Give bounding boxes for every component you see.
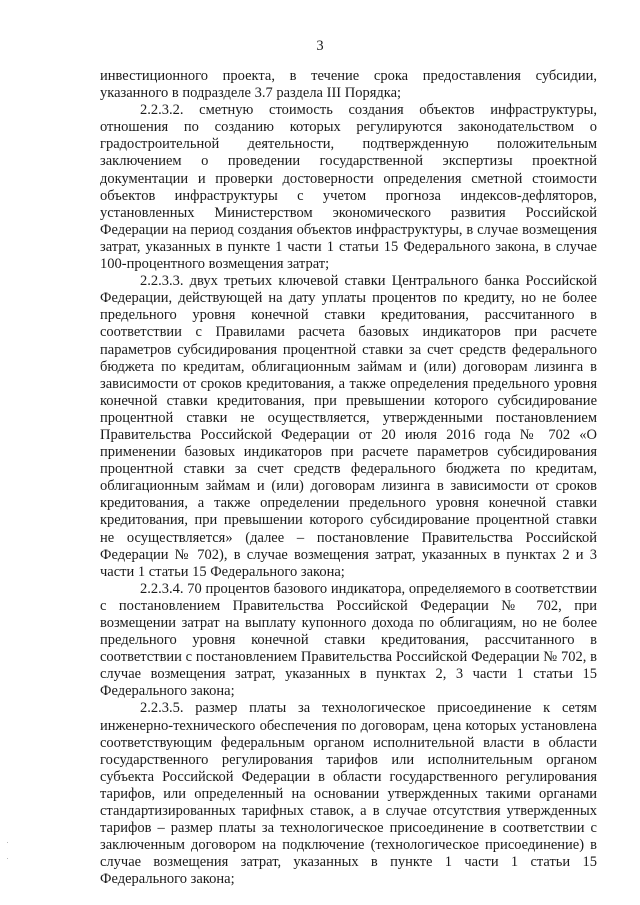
paragraph-2-2-3-4: 2.2.3.4. 70 процентов базового индикатора, определяемого в соответствии с постановлением Правительства Российской Федерации № 702, при возмещении затрат на выплату купонного дохода по облигациям, но не более предельного уровня конечной ставки кредитования, рассчитанного в соответствии с постановлением Правительства Российской Федерации № 702, в случае возмещения затрат, указанных в пунктах 2, 3 части 1 статьи 15 Федерального закона; xyxy=(100,580,597,700)
paragraph-2-2-3-5: 2.2.3.5. размер платы за технологическое присоединение к сетям инженерно-технического обеспечения по договорам, цена которых установлена соответствующим федеральным органом исполнительной власти в области государственного регулирования тарифов или исполнительным органом субъекта Российской Федерации в области государственного регулирования тарифов, или определенный на основании утвержденных такими органами стандартизированных тарифных ставок, а в случае отсутствия утвержденных тарифов – размер платы за технологическое присоединение в соответствии с заключенным договором на подключение (технологическое присоединение) в случае возмещения затрат, указанных в пункте 1 части 1 статьи 15 Федерального закона; xyxy=(100,700,597,888)
page-number: 3 xyxy=(316,38,324,54)
scan-dot xyxy=(7,858,8,859)
document-body xyxy=(100,68,597,889)
paragraph-2-2-3-2: 2.2.3.2. сметную стоимость создания объектов инфраструктуры, отношения по созданию которых регулируются законодательством о градостроительной деятельности, подтвержденную положительным заключением о проведении государственной экспертизы проектной документации и проверки достоверности определения сметной стоимости объектов инфраструктуры с учетом прогноза индексов-дефляторов, установленных Министерством экономического развития Российской Федерации на период создания объектов инфраструктуры, в случае возмещения затрат, указанных в пункте 1 части 1 статьи 15 Федерального закона, в случае 100-процентного возмещения затрат; xyxy=(100,102,597,273)
paragraph-continuation: инвестиционного проекта, в течение срока предоставления субсидии, указанного в подразделе 3.7 раздела III Порядка; xyxy=(100,68,597,102)
paragraph-2-2-3-3: 2.2.3.3. двух третьих ключевой ставки Центрального банка Российской Федерации, действующей на дату уплаты процентов по кредиту, но не более предельного уровня конечной ставки кредитования, рассчитанного в соответствии с Правилами расчета базовых индикаторов при расчете параметров субсидирования процентной ставки за счет средств федерального бюджета по кредитам, облигационным займам и (или) договорам лизинга в зависимости от сроков кредитования, а также определения предельного уровня конечной ставки кредитования, при превышении которого субсидирование процентной ставки не осуществляется, утвержденными постановлением Правительства Российской Федерации от 20 июля 2016 года № 702 «О применении базовых индикаторов при расчете параметров субсидирования процентной ставки за счет средств федерального бюджета по кредитам, облигационным займам и (или) договорам лизинга в зависимости от сроков кредитования, а также определении предельного уровня конечной ставки кредитования, при превышении которого субсидирование процентной ставки не осуществляется» (далее – постановление Правительства Российской Федерации № 702), в случае возмещения затрат, указанных в пунктах 2 и 3 части 1 статьи 15 Федерального закона; xyxy=(100,273,597,580)
scan-dot xyxy=(7,842,8,843)
